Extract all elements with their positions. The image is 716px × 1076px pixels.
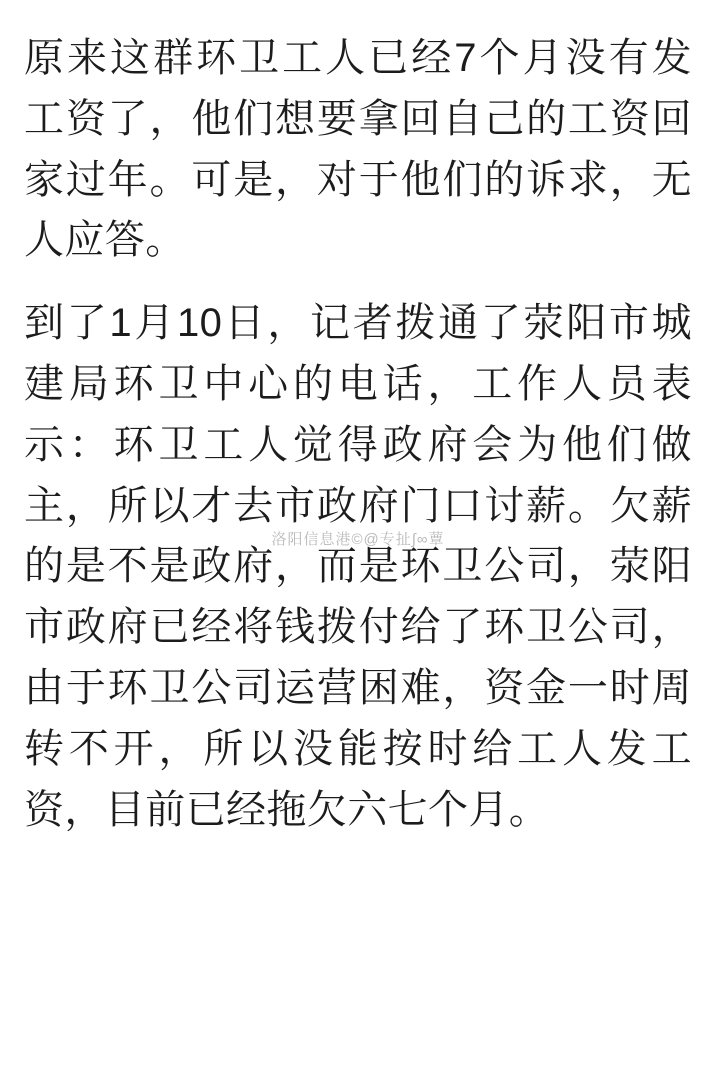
watermark-text: 洛阳信息港©@专扯∫∞蕈 bbox=[271, 531, 445, 548]
paragraph-2: 到了1月10日，记者拨通了荥阳市城建局环卫中心的电话，工作人员表示：环卫工人觉得政府会为他们做主，所以才去市政府门口讨薪。欠薪的是不是政府，而是环卫公司，荥阳市政府已经将钱拨付给了环卫公司，由于环卫公司运营困难，资金一时周转不开，所以没能按时给工人发工资，目前已经拖欠六七个月。 bbox=[24, 301, 692, 832]
paragraph-1: 原来这群环卫工人已经7个月没有发工资了，他们想要拿回自己的工资回家过年。可是，对于他们的诉求，无人应答。 bbox=[24, 36, 692, 263]
